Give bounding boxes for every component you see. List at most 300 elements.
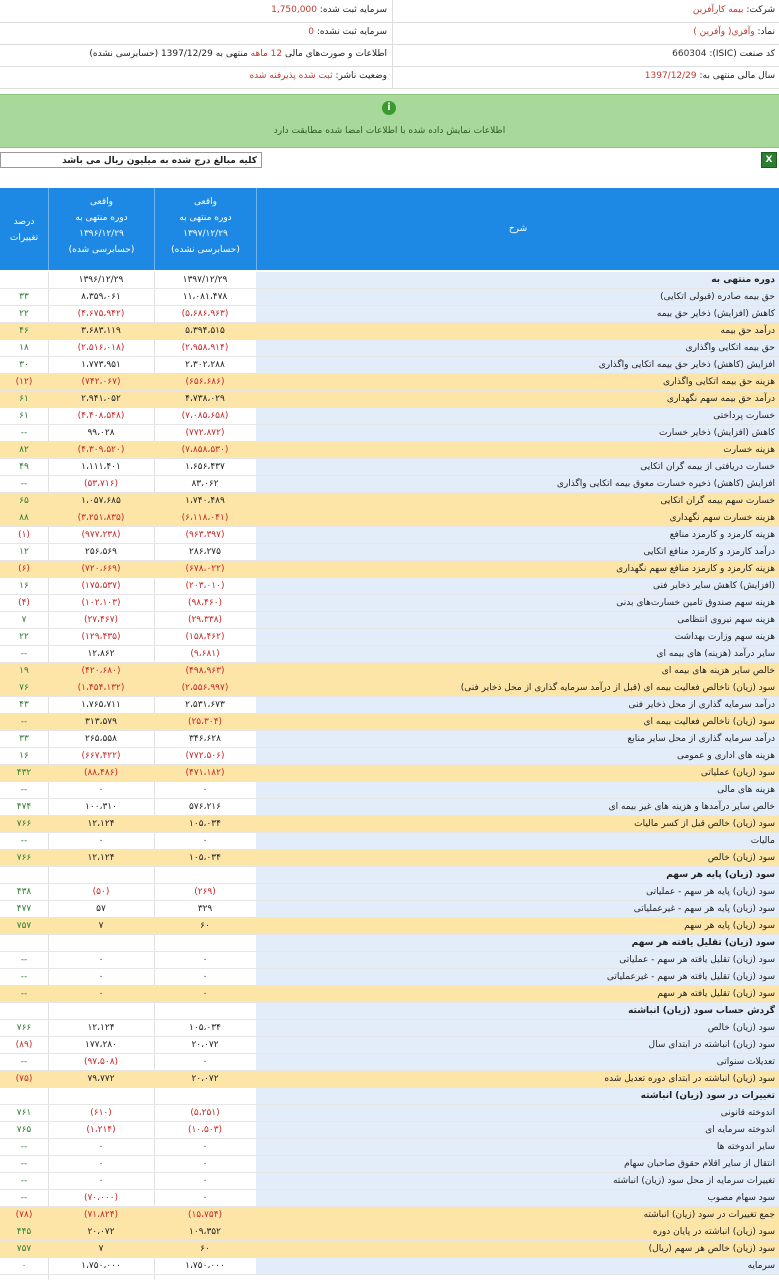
table-row xyxy=(0,901,779,918)
row-value-1396: ۷ xyxy=(98,921,104,931)
report-desc-months: 12 ماهه xyxy=(250,49,283,59)
table-header xyxy=(0,188,779,270)
row-change-percent: ۷۵۷ xyxy=(16,921,32,931)
row-change-percent: ۷ xyxy=(21,615,27,625)
row-value-1396: (۴۲۰،۶۸۰) xyxy=(81,666,121,676)
row-description: هزینه خسارت سهم نگهداری xyxy=(256,510,779,526)
unreg-capital-label: سرمایه ثبت نشده: xyxy=(316,27,387,37)
row-description: حق بیمه صادره (قبولی اتکایی) xyxy=(256,289,779,305)
row-description: سود (زیان) پایه هر سهم - عملیاتی xyxy=(256,884,779,900)
row-change-percent: (۶) xyxy=(18,564,30,574)
row-change-percent: ۴۳ xyxy=(19,700,29,710)
table-row xyxy=(0,527,779,544)
report-desc-prefix: اطلاعات و صورت‌های مالی xyxy=(285,49,387,59)
row-value-1397: (۵،۲۵۱) xyxy=(190,1108,220,1118)
row-change-percent: -- xyxy=(20,1193,28,1203)
row-change-percent: ۴۳۸ xyxy=(16,887,32,897)
row-description: سود (زیان) تقلیل یافته هر سهم xyxy=(256,986,779,1002)
info-row-isic xyxy=(0,44,779,67)
row-value-1396: (۸۸،۴۸۶) xyxy=(83,768,119,778)
row-change-percent: -- xyxy=(20,649,28,659)
table-row xyxy=(0,391,779,408)
company-name[interactable]: بیمه کارآفرین xyxy=(692,5,744,15)
table-row xyxy=(0,1105,779,1122)
isic-value: 660304 xyxy=(672,49,707,59)
row-value-1397: ۵۷۶،۲۱۶ xyxy=(189,802,221,812)
row-change-percent: ۷۶۶ xyxy=(16,1023,32,1033)
row-value-1397: (۱۰،۵۰۳) xyxy=(187,1125,223,1135)
row-change-percent: ۷۶۶ xyxy=(16,853,32,863)
table-row xyxy=(0,850,779,867)
row-value-1396: ۲۶۵،۵۵۸ xyxy=(85,734,117,744)
row-description: انتقال از سایر اقلام حقوق صاحبان سهام xyxy=(256,1156,779,1172)
row-change-percent: -- xyxy=(20,955,28,965)
row-change-percent: ۴۳۲ xyxy=(16,768,32,778)
row-change-percent: -- xyxy=(20,428,28,438)
row-description: هزینه خسارت xyxy=(256,442,779,458)
table-row xyxy=(0,935,779,952)
row-value-1397: (۶۵۶،۶۸۶) xyxy=(185,377,225,387)
table-row xyxy=(0,561,779,578)
row-change-percent: ۴۹ xyxy=(19,462,29,472)
table-row xyxy=(0,459,779,476)
table-row xyxy=(0,1173,779,1190)
row-value-1397: ۲۰،۰۷۲ xyxy=(191,1040,219,1050)
row-value-1396: (۱،۲۱۴) xyxy=(86,1125,116,1135)
row-description: افزایش (کاهش) ذخایر حق بیمه اتکایی واگذاری xyxy=(256,357,779,373)
row-value-1396: ۵۷ xyxy=(96,904,106,914)
row-value-1396: (۱،۴۵۴،۱۳۲) xyxy=(77,683,125,693)
table-row xyxy=(0,1071,779,1088)
row-change-percent: -- xyxy=(20,972,28,982)
row-description: تغییرات سرمایه از محل سود (زیان) انباشته xyxy=(256,1173,779,1189)
table-row xyxy=(0,442,779,459)
row-description: خسارت سهم بیمه گران اتکایی xyxy=(256,493,779,509)
row-value-1397: (۴۷۱،۱۸۲) xyxy=(185,768,225,778)
row-value-1397: ۲۸۶،۲۷۵ xyxy=(189,547,221,557)
row-value-1397: (۴۹۸،۹۶۳) xyxy=(185,666,225,676)
row-change-percent: -- xyxy=(20,1142,28,1152)
row-value-1397: (۲،۹۵۸،۹۱۴) xyxy=(181,343,229,353)
status-label: وضعیت ناشر: xyxy=(335,71,387,81)
table-row xyxy=(0,1003,779,1020)
info-row-symbol xyxy=(0,22,779,45)
row-value-1397: ۵،۳۹۴،۵۱۵ xyxy=(185,326,225,336)
symbol-label: نماد: xyxy=(757,27,775,37)
row-value-1396: (۷۰،۰۰۰) xyxy=(83,1193,119,1203)
row-value-1397: (۲۵،۳۰۴) xyxy=(187,717,223,727)
info-row-fiscal xyxy=(0,66,779,89)
row-value-1397: ۰ xyxy=(202,785,208,795)
row-change-percent: ۷۶ xyxy=(19,683,29,693)
row-description: افزایش (کاهش) ذخیره خسارت معوق بیمه اتکایی واگذاری xyxy=(256,476,779,492)
row-change-percent: ۶۱ xyxy=(19,394,29,404)
table-row xyxy=(0,799,779,816)
row-description: گردش حساب سود (زیان) انباشته xyxy=(256,1003,779,1019)
row-description: کاهش (افزایش) ذخایر حق بیمه xyxy=(256,306,779,322)
row-change-percent: -- xyxy=(20,717,28,727)
header-change-percent: درصد تغییرات xyxy=(9,217,39,243)
row-change-percent: ۷۶۶ xyxy=(16,819,32,829)
row-value-1396: ۰ xyxy=(98,785,104,795)
row-description: درآمد کارمزد و کارمزد منافع اتکایی xyxy=(256,544,779,560)
row-description: سود سهام مصوب xyxy=(256,1190,779,1206)
row-description: هزینه سهم نیروی انتظامی xyxy=(256,612,779,628)
row-change-percent: -- xyxy=(20,1159,28,1169)
row-description: سود (زیان) خالص xyxy=(256,1020,779,1036)
table-row xyxy=(0,476,779,493)
row-value-1396: (۴،۳۰۹،۵۲۰) xyxy=(77,445,125,455)
table-row xyxy=(0,1088,779,1105)
row-value-1397: ۱۱،۰۸۱،۴۷۸ xyxy=(182,292,228,302)
row-value-1397: (۹،۶۸۱) xyxy=(190,649,220,659)
row-description: سود (زیان) خالص xyxy=(256,850,779,866)
table-row xyxy=(0,510,779,527)
isic-label: کد صنعت (ISIC): xyxy=(709,49,775,59)
row-value-1396: ۱۲،۱۲۴ xyxy=(87,1023,115,1033)
company-info-panel xyxy=(0,0,779,94)
header-description: شرح xyxy=(256,188,779,270)
row-description: هزینه سهم وزارت بهداشت xyxy=(256,629,779,645)
row-change-percent: (۱) xyxy=(18,530,30,540)
row-value-1397: ۳۲۹ xyxy=(197,904,213,914)
row-value-1396: (۵۳،۷۱۶) xyxy=(83,479,119,489)
row-value-1396: (۴،۴۰۸،۵۴۸) xyxy=(77,411,125,421)
table-row xyxy=(0,952,779,969)
row-value-1396: ۰ xyxy=(98,836,104,846)
table-row xyxy=(0,1258,779,1275)
row-value-1397: ۱۰۵،۰۳۴ xyxy=(189,853,221,863)
row-change-percent: -- xyxy=(20,479,28,489)
row-description: سود (زیان) پایه هر سهم - غیرعملیاتی xyxy=(256,901,779,917)
row-change-percent: ۱۹ xyxy=(19,666,29,676)
row-description: تعدیلات سنواتی xyxy=(256,1054,779,1070)
table-row xyxy=(0,544,779,561)
row-description: حق بیمه اتکایی واگذاری xyxy=(256,340,779,356)
row-value-1396: ۱۲،۱۲۴ xyxy=(87,819,115,829)
row-value-1396: (۶۱۰) xyxy=(90,1108,112,1118)
row-change-percent: ۷۶۵ xyxy=(16,1125,32,1135)
row-description: خسارت پرداختی xyxy=(256,408,779,424)
row-value-1397: (۷،۸۵۸،۵۳۰) xyxy=(181,445,229,455)
row-change-percent: ۲۲ xyxy=(19,309,29,319)
row-description: اندوخته سرمایه ای xyxy=(256,1122,779,1138)
row-value-1397: ۴،۷۳۸،۰۲۹ xyxy=(185,394,225,404)
table-row xyxy=(0,663,779,680)
row-change-percent: ۳۳ xyxy=(19,292,29,302)
row-value-1396: (۲،۵۱۶،۰۱۸) xyxy=(77,343,125,353)
header-period-1397: واقعی دوره منتهی به ۱۳۹۷/۱۲/۲۹ (حسابرسی نشده) xyxy=(154,188,256,270)
row-description: اندوخته قانونی xyxy=(256,1105,779,1121)
row-value-1397: ۱،۷۵۰،۰۰۰ xyxy=(185,1261,225,1271)
row-description: سود (زیان) تقلیل یافته هر سهم - غیرعملیاتی xyxy=(256,969,779,985)
row-description: سود (زیان) تقلیل یافته هر سهم - عملیاتی xyxy=(256,952,779,968)
row-value-1397: ۰ xyxy=(202,1057,208,1067)
table-row xyxy=(0,340,779,357)
row-description: جمع تغییرات در سود (زیان) انباشته xyxy=(256,1207,779,1223)
row-description: خالص سایر درآمدها و هزینه های غیر بیمه ای xyxy=(256,799,779,815)
row-value-1397: ۶۰ xyxy=(200,1244,210,1254)
row-description: هزینه های اداری و عمومی xyxy=(256,748,779,764)
row-value-1397: ۶۰ xyxy=(200,921,210,931)
table-row xyxy=(0,1054,779,1071)
row-change-percent: ۴۷۴ xyxy=(16,802,32,812)
row-change-percent: ۳۳ xyxy=(19,734,29,744)
row-value-1397: (۶،۱۱۸،۰۴۱) xyxy=(181,513,229,523)
row-change-percent: -- xyxy=(20,1057,28,1067)
table-row xyxy=(0,272,779,289)
row-value-1396: ۱،۱۱۱،۴۰۱ xyxy=(81,462,121,472)
row-value-1396: ۰ xyxy=(98,955,104,965)
row-value-1396: (۶۶۷،۴۲۲) xyxy=(81,751,121,761)
row-value-1396: (۱۰۲،۱۰۳) xyxy=(81,598,121,608)
table-row xyxy=(0,357,779,374)
table-row xyxy=(0,306,779,323)
row-description: دوره منتهی به xyxy=(256,272,779,288)
row-description: خسارت دریافتی از بیمه گران اتکایی xyxy=(256,459,779,475)
row-value-1397: ۰ xyxy=(202,1176,208,1186)
row-value-1396: ۱،۰۵۷،۶۸۵ xyxy=(81,496,121,506)
row-value-1396: (۷۴۲،۰۶۷) xyxy=(81,377,121,387)
row-value-1396: ۹۹،۰۲۸ xyxy=(87,428,115,438)
table-row xyxy=(0,578,779,595)
table-row xyxy=(0,1156,779,1173)
row-change-percent: ۱۶ xyxy=(19,581,29,591)
row-value-1397: ۱،۷۴۰،۴۸۹ xyxy=(185,496,225,506)
header-period-1396: واقعی دوره منتهی به ۱۳۹۶/۱۲/۲۹ (حسابرسی شده) xyxy=(48,188,154,270)
table-row xyxy=(0,408,779,425)
row-change-percent: -- xyxy=(20,989,28,999)
row-description: سود (زیان) پایه هر سهم xyxy=(256,867,779,883)
row-description: (افزایش) کاهش سایر ذخایر فنی xyxy=(256,578,779,594)
table-row xyxy=(0,1241,779,1258)
table-row xyxy=(0,748,779,765)
row-value-1396: ۲۰،۰۷۲ xyxy=(87,1227,115,1237)
row-change-percent: -- xyxy=(20,1176,28,1186)
notice-text: اطلاعات نمایش داده شده با اطلاعات امضا شده مطابقت دارد xyxy=(273,126,506,136)
row-value-1397: (۲۶۹) xyxy=(194,887,216,897)
statement-rows xyxy=(0,272,779,1275)
row-description: هزینه کارمزد و کارمزد منافع xyxy=(256,527,779,543)
row-value-1397: (۷۷۲،۵۰۶) xyxy=(185,751,225,761)
row-description: مالیات xyxy=(256,833,779,849)
row-value-1397: (۵،۶۸۶،۹۶۳) xyxy=(181,309,229,319)
row-change-percent: ۳۰ xyxy=(19,360,29,370)
row-value-1396: ۷ xyxy=(98,1244,104,1254)
table-row xyxy=(0,731,779,748)
row-description: هزینه های مالی xyxy=(256,782,779,798)
row-value-1397: (۷،۰۸۵،۶۵۸) xyxy=(181,411,229,421)
table-row xyxy=(0,646,779,663)
row-change-percent: (۱۲) xyxy=(15,377,33,387)
table-row xyxy=(0,765,779,782)
row-description: سود (زیان) ناخالص فعالیت بیمه ای (قبل از درآمد سرمایه گذاری از محل ذخایر فنی) xyxy=(256,680,779,696)
row-description: سرمایه xyxy=(256,1258,779,1274)
table-row xyxy=(0,986,779,1003)
row-value-1397: (۲۹،۳۳۸) xyxy=(187,615,223,625)
row-value-1396: ۰ xyxy=(98,1176,104,1186)
row-value-1397: (۲۰۳،۰۱۰) xyxy=(185,581,225,591)
table-row xyxy=(0,833,779,850)
row-change-percent: ۸۲ xyxy=(19,445,29,455)
table-row xyxy=(0,289,779,306)
row-description: هزینه حق بیمه اتکایی واگذاری xyxy=(256,374,779,390)
row-value-1397: ۰ xyxy=(202,972,208,982)
capital-label: سرمایه ثبت شده: xyxy=(319,5,387,15)
row-value-1396: ۱،۷۷۳،۹۵۱ xyxy=(81,360,121,370)
row-description: سود (زیان) انباشته در ابتدای دوره تعدیل شده xyxy=(256,1071,779,1087)
row-value-1397: (۲،۵۵۶،۹۹۷) xyxy=(181,683,229,693)
row-value-1396: (۷۱،۸۲۴) xyxy=(83,1210,119,1220)
row-change-percent: ۱۲ xyxy=(19,547,29,557)
row-value-1397: ۲،۵۳۱،۶۷۳ xyxy=(185,700,225,710)
row-value-1397: ۱۰۹،۳۵۲ xyxy=(189,1227,221,1237)
row-value-1396: (۹۷۷،۲۳۸) xyxy=(81,530,121,540)
row-value-1397: (۱۵،۷۵۴) xyxy=(187,1210,223,1220)
table-row xyxy=(0,867,779,884)
row-value-1396: ۱،۷۵۰،۰۰۰ xyxy=(81,1261,121,1271)
table-row xyxy=(0,1207,779,1224)
row-description: سود (زیان) پایه هر سهم xyxy=(256,918,779,934)
row-description: سود (زیان) ناخالص فعالیت بیمه ای xyxy=(256,714,779,730)
row-change-percent: ۶۵ xyxy=(19,496,29,506)
row-value-1396: ۱۲،۸۶۲ xyxy=(87,649,115,659)
table-row xyxy=(0,1122,779,1139)
table-row xyxy=(0,1020,779,1037)
table-row xyxy=(0,374,779,391)
row-description: سود (زیان) عملیاتی xyxy=(256,765,779,781)
company-label: شرکت: xyxy=(746,5,775,15)
fiscal-label: سال مالی منتهی به: xyxy=(699,71,775,81)
table-row xyxy=(0,918,779,935)
row-value-1396: ۷۹،۷۷۲ xyxy=(87,1074,115,1084)
row-change-percent: ۸۸ xyxy=(19,513,29,523)
row-description: کاهش (افزایش) ذخایر خسارت xyxy=(256,425,779,441)
table-row xyxy=(0,969,779,986)
row-description: سود (زیان) تقلیل یافته هر سهم xyxy=(256,935,779,951)
row-value-1396: (۱۲۹،۴۳۵) xyxy=(81,632,121,642)
capital-value: 1,750,000 xyxy=(271,5,317,15)
row-value-1397: ۱۰۵،۰۳۴ xyxy=(189,819,221,829)
row-change-percent: ۰ xyxy=(21,1261,27,1271)
row-description: سود (زیان) انباشته در پایان دوره xyxy=(256,1224,779,1240)
row-value-1396: (۵۰) xyxy=(92,887,110,897)
row-value-1397: (۹۶۳،۳۹۷) xyxy=(185,530,225,540)
status-value: ثبت شده پذیرفته شده xyxy=(249,71,333,81)
table-row xyxy=(0,612,779,629)
unreg-capital-value: 0 xyxy=(308,27,314,37)
row-value-1396: ۱۷۷،۲۸۰ xyxy=(85,1040,117,1050)
table-row xyxy=(0,323,779,340)
row-value-1396: ۰ xyxy=(98,1142,104,1152)
row-value-1397: ۰ xyxy=(202,1142,208,1152)
row-value-1396: (۳،۲۵۱،۸۳۵) xyxy=(77,513,125,523)
table-row xyxy=(0,1190,779,1207)
row-change-percent: -- xyxy=(20,836,28,846)
row-value-1396: (۴،۶۷۵،۹۴۲) xyxy=(77,309,125,319)
row-description: درآمد سرمایه گذاری از محل ذخایر فنی xyxy=(256,697,779,713)
row-description: سود (زیان) خالص قبل از کسر مالیات xyxy=(256,816,779,832)
row-value-1396: ۱۳۹۶/۱۲/۲۹ xyxy=(78,275,124,285)
row-value-1396: ۰ xyxy=(98,972,104,982)
info-row-company xyxy=(0,0,779,23)
row-value-1397: ۰ xyxy=(202,1159,208,1169)
row-value-1396: (۱۷۵،۵۳۷) xyxy=(81,581,121,591)
row-description: خالص سایر هزینه های بیمه ای xyxy=(256,663,779,679)
table-row xyxy=(0,697,779,714)
row-change-percent: ۱۶ xyxy=(19,751,29,761)
table-row xyxy=(0,680,779,697)
table-row xyxy=(0,816,779,833)
report-desc-suffix: منتهی به 1397/12/29 (حسابرسی نشده) xyxy=(89,49,248,59)
row-value-1397: ۱۰۵،۰۳۴ xyxy=(189,1023,221,1033)
row-description: هزینه کارمزد و کارمزد منافع سهم نگهداری xyxy=(256,561,779,577)
row-value-1397: (۷۷۲،۸۷۲) xyxy=(185,428,225,438)
row-value-1396: ۲۵۶،۵۶۹ xyxy=(85,547,117,557)
table-row xyxy=(0,714,779,731)
row-value-1397: ۰ xyxy=(202,836,208,846)
row-change-percent: (۸۹) xyxy=(15,1040,33,1050)
row-description: تغییرات در سود (زیان) انباشته xyxy=(256,1088,779,1104)
fiscal-value: 1397/12/29 xyxy=(644,71,697,81)
table-row xyxy=(0,884,779,901)
row-value-1396: ۸،۳۵۹،۰۶۱ xyxy=(81,292,121,302)
verification-notice xyxy=(0,94,779,148)
row-change-percent: ۷۶۱ xyxy=(16,1108,32,1118)
row-value-1396: ۳۱۳،۵۷۹ xyxy=(85,717,117,727)
table-row xyxy=(0,629,779,646)
row-description: سود (زیان) انباشته در ابتدای سال xyxy=(256,1037,779,1053)
table-row xyxy=(0,425,779,442)
row-value-1396: ۲،۹۴۱،۰۵۲ xyxy=(81,394,121,404)
row-value-1396: ۱،۷۶۵،۷۱۱ xyxy=(81,700,121,710)
symbol-value[interactable]: وآفري( وآفرين ) xyxy=(693,27,755,37)
row-change-percent: ۱۸ xyxy=(19,343,29,353)
excel-export-icon[interactable]: X xyxy=(761,152,777,168)
row-value-1397: ۰ xyxy=(202,955,208,965)
row-value-1397: ۸۳،۰۶۲ xyxy=(191,479,219,489)
info-divider xyxy=(392,0,393,88)
row-value-1396: ۰ xyxy=(98,1159,104,1169)
row-change-percent: (۷۸) xyxy=(15,1210,33,1220)
row-value-1397: ۱،۶۵۶،۴۳۷ xyxy=(185,462,225,472)
row-description: درآمد حق بیمه xyxy=(256,323,779,339)
row-value-1396: (۷۲۰،۶۶۹) xyxy=(81,564,121,574)
table-row xyxy=(0,595,779,612)
info-icon: i xyxy=(382,101,396,115)
table-row xyxy=(0,1224,779,1241)
row-description: درآمد سرمایه گذاری از محل سایر منابع xyxy=(256,731,779,747)
row-value-1397: (۱۵۸،۴۶۲) xyxy=(185,632,225,642)
row-description: سود (زیان) خالص هر سهم (ریال) xyxy=(256,1241,779,1257)
row-description: سایر اندوخته ها xyxy=(256,1139,779,1155)
row-change-percent: ۴۴۵ xyxy=(16,1227,32,1237)
table-row xyxy=(0,493,779,510)
table-row xyxy=(0,782,779,799)
table-row xyxy=(0,1037,779,1054)
row-value-1397: (۶۷۸،۰۲۲) xyxy=(185,564,225,574)
row-value-1397: ۰ xyxy=(202,989,208,999)
row-value-1397: ۱۳۹۷/۱۲/۲۹ xyxy=(182,275,228,285)
row-change-percent: (۴) xyxy=(18,598,30,608)
row-value-1396: ۱۲،۱۲۴ xyxy=(87,853,115,863)
row-value-1396: ۳،۶۸۳،۱۱۹ xyxy=(81,326,121,336)
row-description: سایر درآمد (هزینه) های بیمه ای xyxy=(256,646,779,662)
row-value-1397: ۲۰،۰۷۲ xyxy=(191,1074,219,1084)
row-change-percent: ۶۱ xyxy=(19,411,29,421)
row-value-1397: ۲،۳۰۲،۲۸۸ xyxy=(185,360,225,370)
row-value-1396: (۲۷،۴۶۷) xyxy=(83,615,119,625)
